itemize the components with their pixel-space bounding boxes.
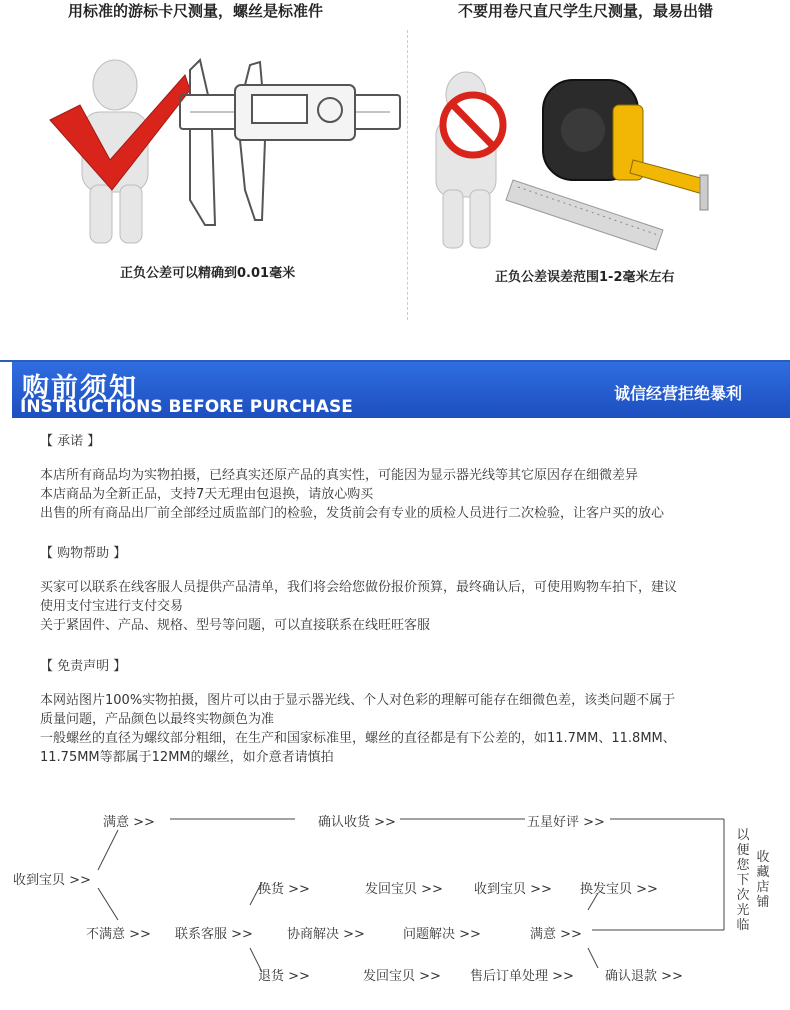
flow-confirm-refund: 确认退款 >> [605,969,683,984]
section-heading-promise: 【 承诺 】 [40,434,101,449]
banner-slogan: 诚信经营拒绝暴利 [614,384,743,403]
caliper-illustration [40,50,405,250]
measure-left-note: 正负公差可以精确到0.01毫米 [120,266,296,281]
steel-ruler [506,180,663,250]
promise-line-1: 本店所有商品均为实物拍摄，已经真实还原产品的真实性，可能因为显示器光线等其它原因存在细微差异 [40,468,639,483]
flow-side-left: 以便您下次光临 [736,828,750,933]
banner-title-en: INSTRUCTIONS BEFORE PURCHASE [20,397,353,417]
help-line-1: 买家可以联系在线客服人员提供产品清单，我们将会给您做份报价预算，最终确认后，可使用购物车拍下，建议 [40,580,678,595]
flow-resend: 换发宝贝 >> [580,882,658,897]
promise-line-3: 出售的所有商品出厂前全部经过质监部门的检验，发货前会有专业的质检人员进行二次检验，让客户买的放心 [40,506,665,521]
disclaimer-line-3: 一般螺丝的直径为螺纹部分粗细，在生产和国家标准里，螺丝的直径都是有下公差的，如11.7MM、11.8MM、 [40,731,676,746]
tape-measure [543,80,708,210]
flow-problem-solved: 问题解决 >> [403,927,481,942]
flow-unsatisfied: 不满意 >> [86,927,151,942]
promise-line-2: 本店商品为全新正品，支持7天无理由包退换，请放心购买 [40,487,374,502]
measure-divider [407,30,408,320]
measure-left-title: 用标准的游标卡尺测量，螺丝是标准件 [68,2,324,20]
flow-exchange: 换货 >> [258,882,310,897]
measure-right-title: 不要用卷尺直尺学生尺测量，最易出错 [458,2,714,20]
flow-satisfied-2: 满意 >> [530,927,582,942]
disclaimer-line-2: 质量问题，产品颜色以最终实物颜色为准 [40,712,275,727]
disclaimer-line-4: 11.75MM等都属于12MM的螺丝，如介意者请慎拍 [40,750,334,765]
tape-measure-illustration [418,65,718,260]
flow-side-right: 收藏店铺 [756,850,770,910]
help-line-2: 使用支付宝进行支付交易 [40,599,184,614]
flow-after-sale: 售后订单处理 >> [470,969,574,984]
flow-contact-service: 联系客服 >> [175,927,253,942]
prohibited-icon [443,95,503,155]
flow-negotiate: 协商解决 >> [287,927,365,942]
flow-confirm-receipt: 确认收货 >> [318,815,396,830]
flow-five-star: 五星好评 >> [527,815,605,830]
help-line-3: 关于紧固件、产品、规格、型号等问题，可以直接联系在线旺旺客服 [40,618,431,633]
flow-send-back-2: 发回宝贝 >> [363,969,441,984]
flow-return: 退货 >> [258,969,310,984]
disclaimer-line-1: 本网站图片100%实物拍摄，图片可以由于显示器光线、个人对色彩的理解可能存在细微色差，该类问题不属于 [40,693,676,708]
vernier-caliper [180,60,400,225]
flow-receive-goods: 收到宝贝 >> [474,882,552,897]
flow-send-back-1: 发回宝贝 >> [365,882,443,897]
flow-received: 收到宝贝 >> [13,873,91,888]
section-heading-disclaimer: 【 免责声明 】 [40,659,127,674]
banner-title-cn: 购前须知 [22,373,138,404]
section-heading-shopping-help: 【 购物帮助 】 [40,546,127,561]
flow-satisfied: 满意 >> [103,815,155,830]
measure-right-note: 正负公差误差范围1-2毫米左右 [495,270,675,285]
